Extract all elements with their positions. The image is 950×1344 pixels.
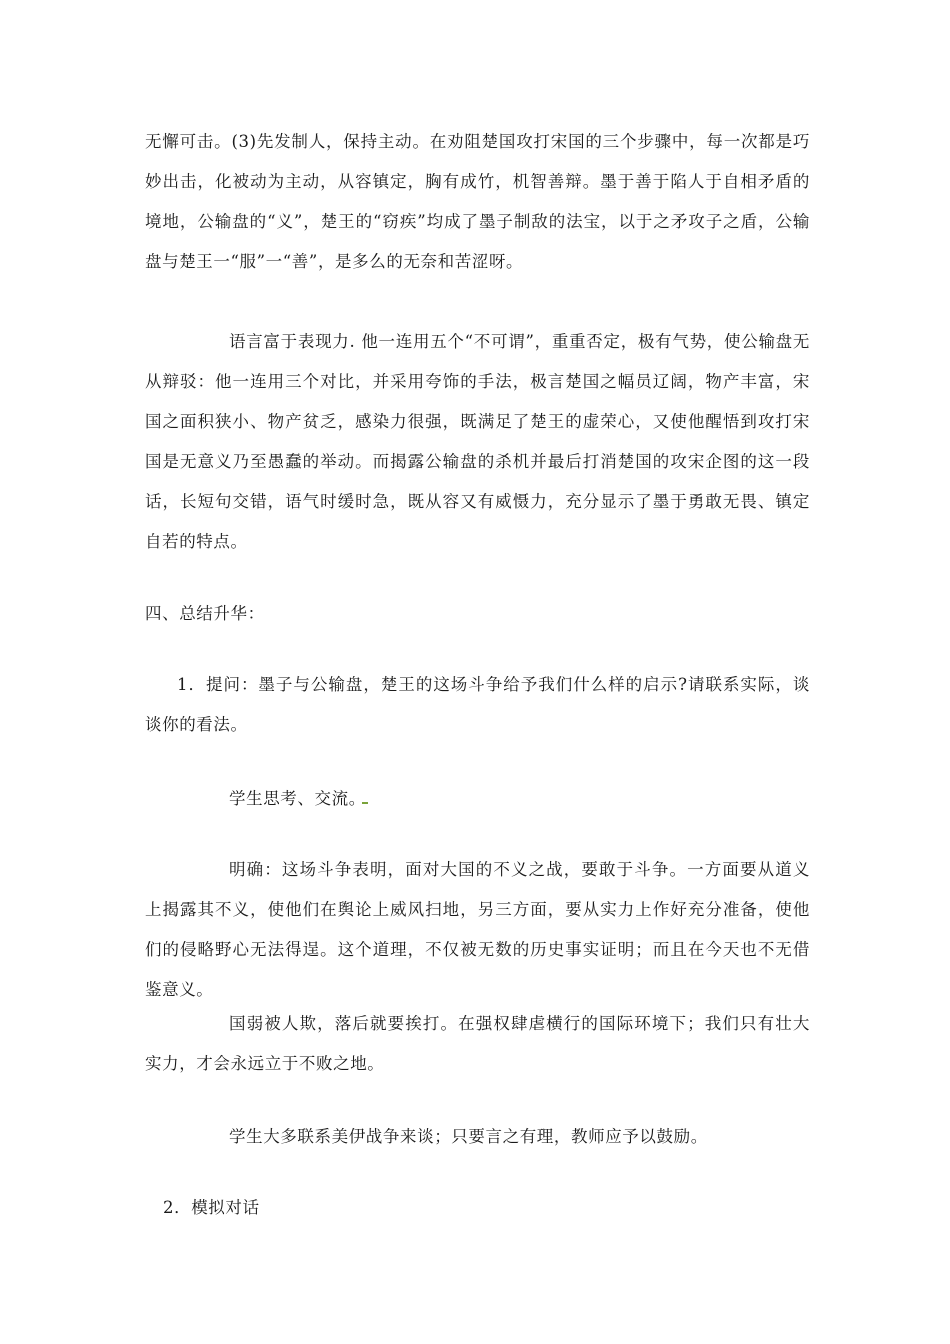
student-discussion-text: 学生思考、交流。 (229, 789, 366, 808)
paragraph-language-expressiveness: 语言富于表现力. 他一连用五个“不可谓”，重重否定，极有气势，使公输盘无从辩驳：他一连用三个对比，并采用夸饰的手法，极言楚国之幅员辽阔，物产丰富，宋国之面积狭小、物产贫乏，感染力很强，既满足了楚王的虚荣心，又使他醒悟到攻打宋国是无意义乃至愚蠢的举动。而揭露公输盘的杀机并最后打消楚国的攻宋企图的这一段话，长短句交错，语气时缓时急，既从容又有威慑力，充分显示了墨于勇敢无畏、镇定自若的特点。 (145, 332, 810, 551)
paragraph-clarification: 明确：这场斗争表明，面对大国的不义之战，要敢于斗争。一方面要从道义上揭露其不义，使他们在舆论上威风扫地，另三方面，要从实力上作好充分准备，使他们的侵略野心无法得逞。这个道理，不仅被无数的历史事实证明；而且在今天也不无借鉴意义。 (145, 860, 810, 999)
paragraph-weak-nation: 国弱被人欺，落后就要挨打。在强权肆虐横行的国际环境下；我们只有壮大实力，才会永远立于不败之地。 (145, 1014, 810, 1073)
paragraph-student-discussion (145, 779, 810, 819)
paragraph-continuation-analysis: 无懈可击。(3)先发制人，保持主动。在劝阻楚国攻打宋国的三个步骤中，每一次都是巧妙出击，化被动为主动，从容镇定，胸有成竹，机智善辩。墨于善于陷人于自相矛盾的境地，公输盘的“义”，楚王的“窃疾”均成了墨子制敌的法宝，以于之矛攻子之盾，公输盘与楚王一“服”一“善”，是多么的无奈和苦涩呀。 (145, 132, 810, 271)
paragraph-student-examples: 学生大多联系美伊战争来谈；只要言之有理，教师应予以鼓励。 (229, 1127, 708, 1146)
underline-mark (362, 799, 368, 804)
section-heading-summary: 四、总结升华： (145, 604, 265, 623)
heading-mock-dialogue: 2．模拟对话 (163, 1198, 260, 1217)
paragraph-question-1: 1．提问：墨子与公输盘，楚王的这场斗争给予我们什么样的启示?请联系实际，谈谈你的看法。 (145, 675, 810, 734)
